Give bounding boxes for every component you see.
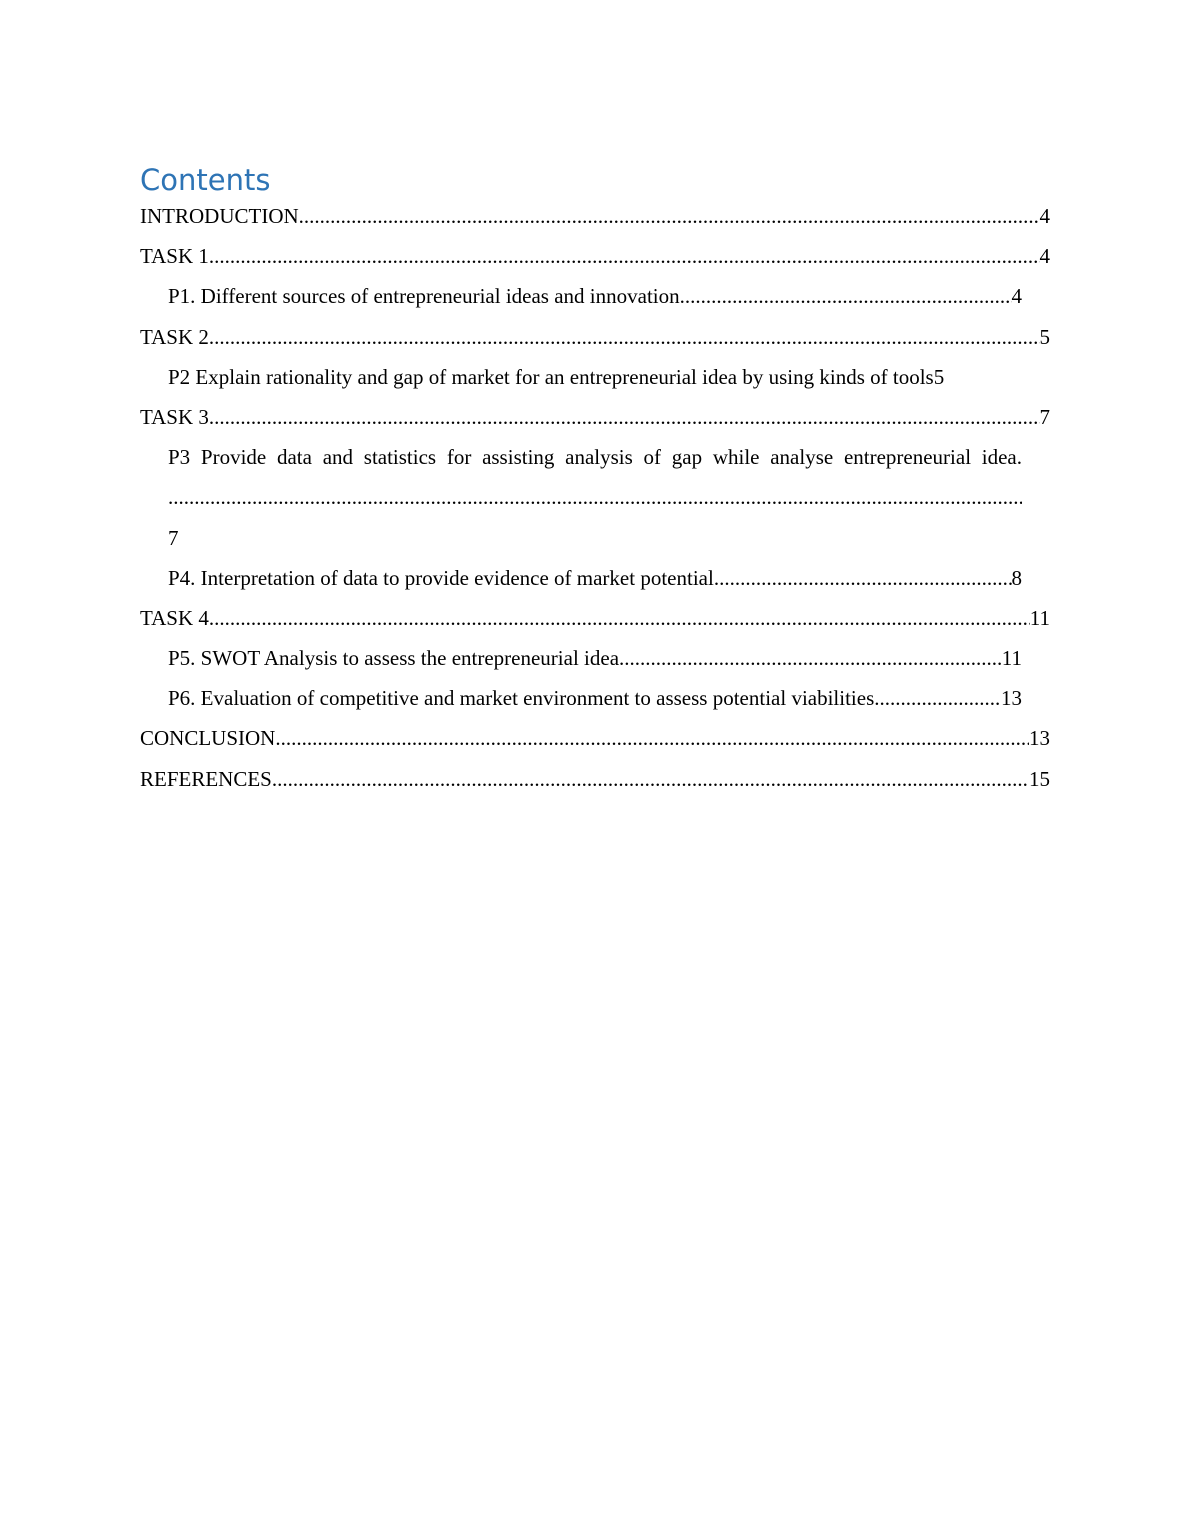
toc-page-number: 13 — [1001, 686, 1022, 711]
toc-leader-dots — [209, 236, 1040, 276]
toc-entry-title: TASK 2 — [140, 324, 209, 349]
toc-page-number: 11 — [1001, 646, 1022, 671]
toc-entry-p3[interactable] — [140, 437, 1050, 558]
toc-leader-dots — [619, 638, 1002, 678]
toc-entry-title: INTRODUCTION — [140, 204, 299, 228]
toc-entry-title: REFERENCES — [140, 766, 272, 791]
toc-page-number: 4 — [1011, 284, 1022, 309]
toc-page-number: 13 — [1029, 726, 1050, 751]
toc-page-number: 15 — [1029, 766, 1050, 791]
toc-page-number: 5 — [1039, 324, 1050, 349]
toc-entry-title: P2 Explain rationality and gap of market for an entrepreneurial idea by using kinds of tools — [168, 364, 934, 389]
toc-entry-task-3[interactable] — [140, 397, 1050, 437]
table-of-contents — [140, 196, 1050, 799]
toc-entry-p2[interactable] — [140, 357, 1050, 397]
toc-page-number: 4 — [1039, 244, 1050, 269]
toc-leader-dots — [874, 678, 1001, 718]
toc-entry-conclusion[interactable] — [140, 718, 1050, 758]
toc-leader-dots — [680, 276, 1012, 316]
toc-entry-title: P4. Interpretation of data to provide evidence of market potential — [168, 565, 714, 590]
toc-leader-dots — [272, 759, 1029, 799]
toc-entry-references[interactable] — [140, 759, 1050, 799]
toc-entry-p5[interactable] — [140, 638, 1050, 678]
toc-entry-task-1[interactable] — [140, 236, 1050, 276]
toc-entry-title: TASK 4 — [140, 605, 209, 630]
toc-leader-dots — [714, 558, 1012, 598]
toc-leader-dots — [299, 196, 1040, 236]
toc-entry-p6[interactable] — [140, 678, 1050, 718]
toc-entry-title: CONCLUSION — [140, 726, 276, 751]
toc-heading: Contents — [140, 163, 271, 197]
toc-page-number: 11 — [1029, 605, 1050, 630]
toc-entry-task-4[interactable] — [140, 598, 1050, 638]
toc-entry-title: P3 Provide data and statistics for assisting analysis of gap while analyse entrepreneurial idea. — [168, 445, 1022, 470]
toc-page-number: 5 — [933, 364, 945, 389]
toc-entry-title: P5. SWOT Analysis to assess the entrepreneurial idea — [168, 646, 620, 671]
toc-leader-dots — [209, 598, 1030, 638]
toc-entry-title: P6. Evaluation of competitive and market environment to assess potential viabilities — [168, 686, 875, 711]
toc-leader-dots — [275, 718, 1029, 758]
toc-page-number: 7 — [1039, 404, 1050, 429]
toc-entry-title: TASK 1 — [140, 244, 209, 269]
toc-entry-introduction[interactable] — [140, 196, 1050, 236]
toc-leader-dots — [168, 477, 1022, 517]
toc-entry-task-2[interactable] — [140, 317, 1050, 357]
toc-entry-p4[interactable] — [140, 558, 1050, 598]
toc-entry-title: P1. Different sources of entrepreneurial ideas and innovation — [168, 284, 680, 309]
toc-page-number: 8 — [1011, 565, 1022, 590]
toc-entry-p1[interactable] — [140, 276, 1050, 316]
toc-leader-dots — [209, 317, 1040, 357]
toc-page-number: 4 — [1039, 204, 1050, 228]
toc-page-number: 7 — [168, 525, 179, 550]
toc-entry-title: TASK 3 — [140, 404, 209, 429]
toc-leader-dots — [209, 397, 1040, 437]
